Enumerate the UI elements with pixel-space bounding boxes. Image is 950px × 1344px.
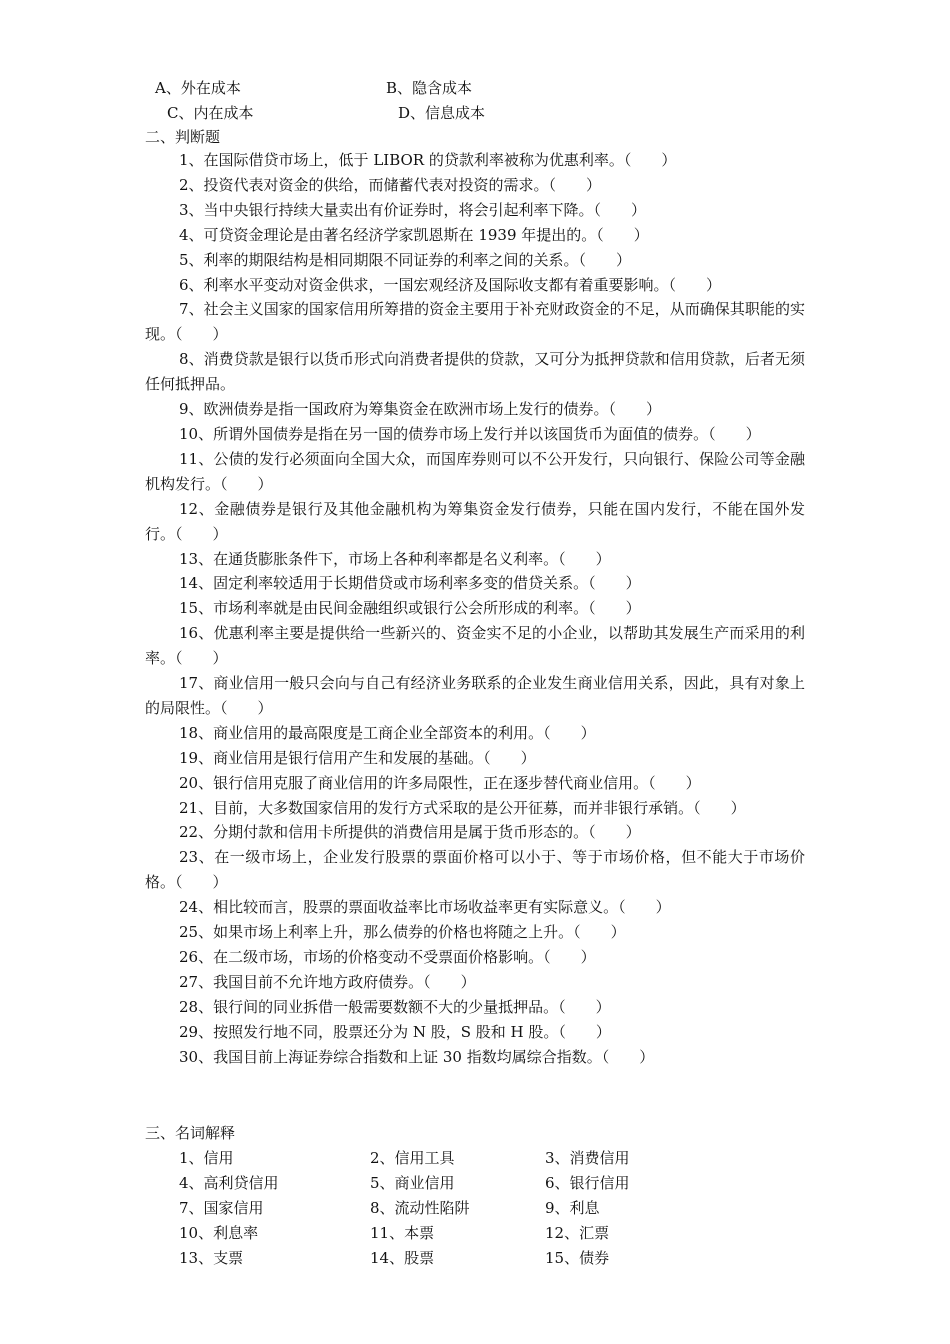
option-d: D、信息成本 xyxy=(398,104,486,122)
section-heading-terms: 三、名词解释 xyxy=(145,1124,236,1142)
question-item: 3、当中央银行持续大量卖出有价证券时，将会引起利率下降。（ ） xyxy=(179,200,647,219)
question-item: 30、我国目前上海证券综合指数和上证 30 指数均属综合指数。（ ） xyxy=(179,1047,655,1066)
term-item: 3、消费信用 xyxy=(545,1149,630,1167)
term-item: 15、债券 xyxy=(545,1248,610,1267)
question-item: 23、在一级市场上，企业发行股票的票面价格可以小于、等于市场价格，但不能大于市场价格。（ ） xyxy=(145,848,805,892)
option-a: A、外在成本 xyxy=(155,79,241,97)
term-item: 12、汇票 xyxy=(545,1223,610,1242)
term-item: 13、支票 xyxy=(179,1248,244,1267)
question-item: 22、分期付款和信用卡所提供的消费信用是属于货币形态的。（ ） xyxy=(179,823,641,842)
option-c: C、内在成本 xyxy=(167,104,254,122)
question-item: 26、在二级市场，市场的价格变动不受票面价格影响。（ ） xyxy=(179,948,596,966)
term-item: 10、利息率 xyxy=(179,1223,259,1242)
question-item: 2、投资代表对资金的供给，而储蓄代表对投资的需求。（ ） xyxy=(179,175,602,194)
term-item: 8、流动性陷阱 xyxy=(370,1198,470,1217)
question-item: 16、优惠利率主要是提供给一些新兴的、资金实不足的小企业，以帮助其发展生产而采用的利率。（ ） xyxy=(145,624,805,668)
term-item: 14、股票 xyxy=(370,1248,435,1267)
question-item: 11、公债的发行必须面向全国大众，而国库券则可以不公开发行，只向银行、保险公司等金融机构发行。（ ） xyxy=(145,449,805,493)
term-row xyxy=(145,1196,805,1221)
section-heading-true-false: 二、判断题 xyxy=(145,128,221,146)
question-item: 25、如果市场上利率上升，那么债券的价格也将随之上升。（ ） xyxy=(179,923,626,942)
term-row xyxy=(145,1146,805,1171)
term-item: 1、信用 xyxy=(179,1149,234,1167)
term-row xyxy=(145,1221,805,1246)
term-item: 2、信用工具 xyxy=(370,1149,455,1167)
question-item: 7、社会主义国家的国家信用所筹措的资金主要用于补充财政资金的不足，从而确保其职能的实现。（ ） xyxy=(145,300,805,344)
question-item: 17、商业信用一般只会向与自己有经济业务联系的企业发生商业信用关系，因此，具有对象上的局限性。（ ） xyxy=(145,674,805,717)
question-item: 14、固定利率较适用于长期借贷或市场利率多变的借贷关系。（ ） xyxy=(179,574,641,593)
question-item: 20、银行信用克服了商业信用的许多局限性，正在逐步替代商业信用。（ ） xyxy=(179,773,701,792)
question-item: 18、商业信用的最高限度是工商企业全部资本的利用。（ ） xyxy=(179,723,596,742)
question-item: 29、按照发行地不同，股票还分为 N 股，S 股和 H 股。（ ） xyxy=(179,1022,611,1041)
term-item: 7、国家信用 xyxy=(179,1198,264,1217)
question-item: 15、市场利率就是由民间金融组织或银行公会所形成的利率。（ ） xyxy=(179,599,641,618)
term-grid xyxy=(145,1146,805,1270)
question-item: 10、所谓外国债券是指在另一国的债券市场上发行并以该国货币为面值的债券。（ ） xyxy=(179,424,761,443)
option-b: B、隐含成本 xyxy=(386,79,473,97)
question-item: 27、我国目前不允许地方政府债券。（ ） xyxy=(179,972,476,991)
term-item: 4、高利贷信用 xyxy=(179,1173,279,1192)
question-item: 6、利率水平变动对资金供求，一国宏观经济及国际收支都有着重要影响。（ ） xyxy=(179,275,722,294)
question-item: 4、可贷资金理论是由著名经济学家凯恩斯在 1939 年提出的。（ ） xyxy=(179,225,649,244)
term-item: 11、本票 xyxy=(370,1223,435,1242)
question-item: 28、银行间的同业拆借一般需要数额不大的少量抵押品。（ ） xyxy=(179,997,611,1016)
question-list xyxy=(145,148,805,1070)
term-row xyxy=(145,1171,805,1196)
term-item: 6、银行信用 xyxy=(545,1173,630,1192)
question-item: 8、消费贷款是银行以货币形式向消费者提供的贷款，又可分为抵押贷款和信用贷款，后者无须任何抵押品。 xyxy=(145,350,805,394)
question-item: 1、在国际借贷市场上，低于 LIBOR 的贷款利率被称为优惠利率。（ ） xyxy=(179,151,677,169)
question-item: 19、商业信用是银行信用产生和发展的基础。（ ） xyxy=(179,748,536,767)
question-item: 13、在通货膨胀条件下，市场上各种利率都是名义利率。（ ） xyxy=(179,549,611,568)
term-item: 9、利息 xyxy=(545,1198,600,1217)
term-item: 5、商业信用 xyxy=(370,1173,455,1192)
question-item: 24、相比较而言，股票的票面收益率比市场收益率更有实际意义。（ ） xyxy=(179,898,671,917)
question-item: 9、欧洲债券是指一国政府为筹集资金在欧洲市场上发行的债券。（ ） xyxy=(179,400,662,419)
question-item: 12、金融债券是银行及其他金融机构为筹集资金发行债券，只能在国内发行，不能在国外发行。（ ） xyxy=(145,499,805,543)
question-item: 21、目前，大多数国家信用的发行方式采取的是公开征募，而并非银行承销。（ ） xyxy=(179,798,746,817)
question-item: 5、利率的期限结构是相同期限不同证券的利率之间的关系。（ ） xyxy=(179,250,632,269)
term-row xyxy=(145,1246,805,1271)
